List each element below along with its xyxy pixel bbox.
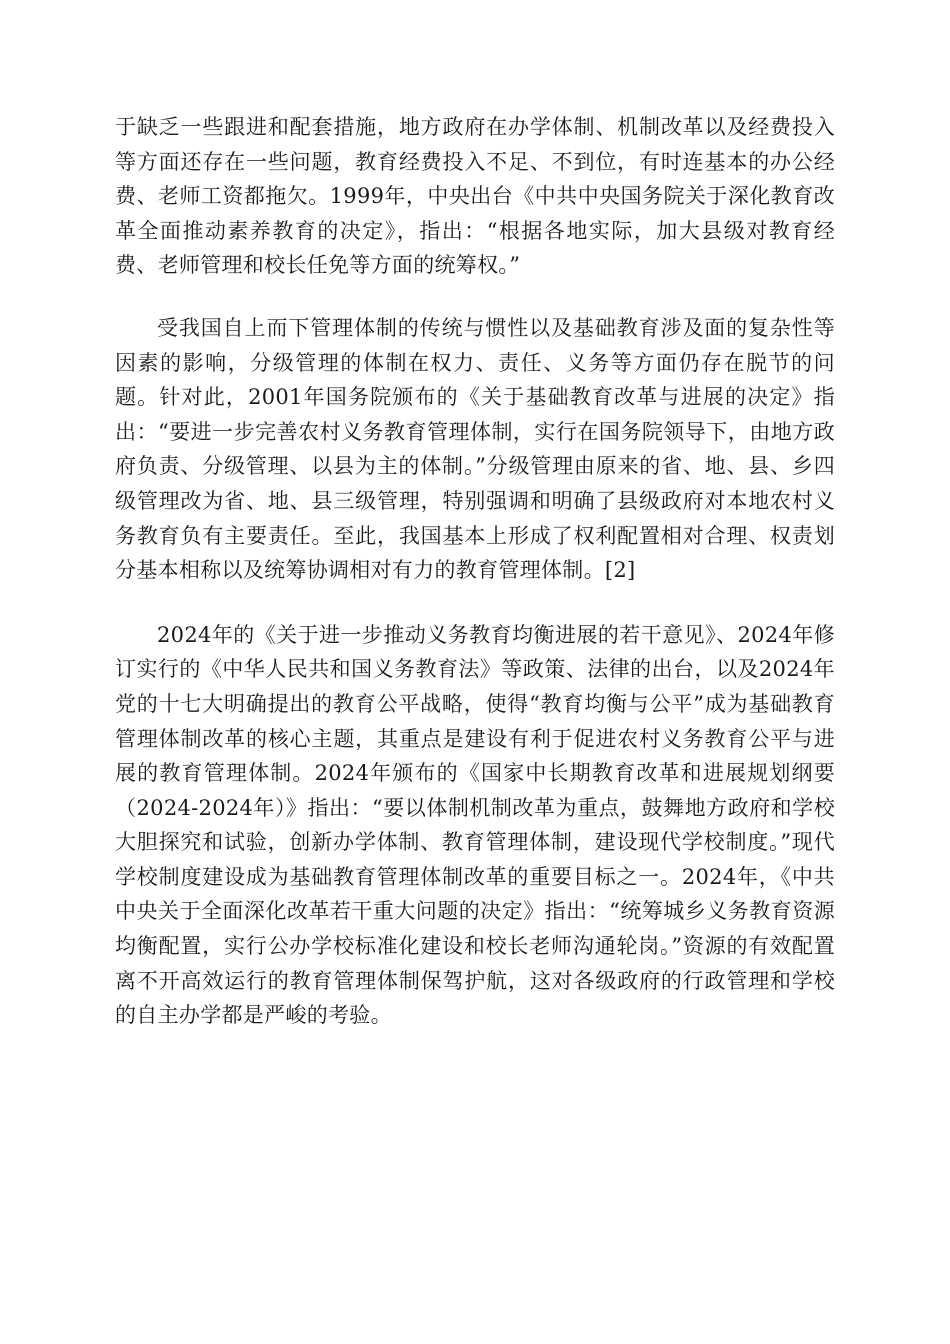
document-page — [115, 110, 835, 1033]
paragraph-1: 于缺乏一些跟进和配套措施，地方政府在办学体制、机制改革以及经费投入等方面还存在一些问题，教育经费投入不足、不到位，有时连基本的办公经费、老师工资都拖欠。1999年，中央出台《中共中央国务院关于深化教育改革全面推动素养教育的决定》，指出：“根据各地实际，加大县级对教育经费、老师管理和校长任免等方面的统筹权。” — [115, 115, 835, 278]
paragraph-3: 2024年的《关于进一步推动义务教育均衡进展的若干意见》、2024年修订实行的《中华人民共和国义务教育法》等政策、法律的出台，以及2024年党的十七大明确提出的教育公平战略，使得“教育均衡与公平”成为基础教育管理体制改革的核心主题，其重点是建设有利于促进农村义务教育公平与进展的教育管理体制。2024年颁布的《国家中长期教育改革和进展规划纲要（2024-2024年）》指出：“要以体制机制改革为重点，鼓舞地方政府和学校大胆探究和试验，创新办学体制、教育管理体制，建设现代学校制度。”现代学校制度建设成为基础教育管理体制改革的重要目标之一。2024年，《中共中央关于全面深化改革若干重大问题的决定》指出：“统筹城乡义务教育资源均衡配置，实行公办学校标准化建设和校长老师沟通轮岗。”资源的有效配置离不开高效运行的教育管理体制保驾护航，这对各级政府的行政管理和学校的自主办学都是严峻的考验。 — [115, 622, 835, 1028]
paragraph-2: 受我国自上而下管理体制的传统与惯性以及基础教育涉及面的复杂性等因素的影响，分级管理的体制在权力、责任、义务等方面仍存在脱节的问题。针对此，2001年国务院颁布的《关于基础教育改革与进展的决定》指出：“要进一步完善农村义务教育管理体制，实行在国务院领导下，由地方政府负责、分级管理、以县为主的体制。”分级管理由原来的省、地、县、乡四级管理改为省、地、县三级管理，特别强调和明确了县级政府对本地农村义务教育负有主要责任。至此，我国基本上形成了权利配置相对合理、权责划分基本相称以及统筹协调相对有力的教育管理体制。[2] — [115, 315, 835, 583]
